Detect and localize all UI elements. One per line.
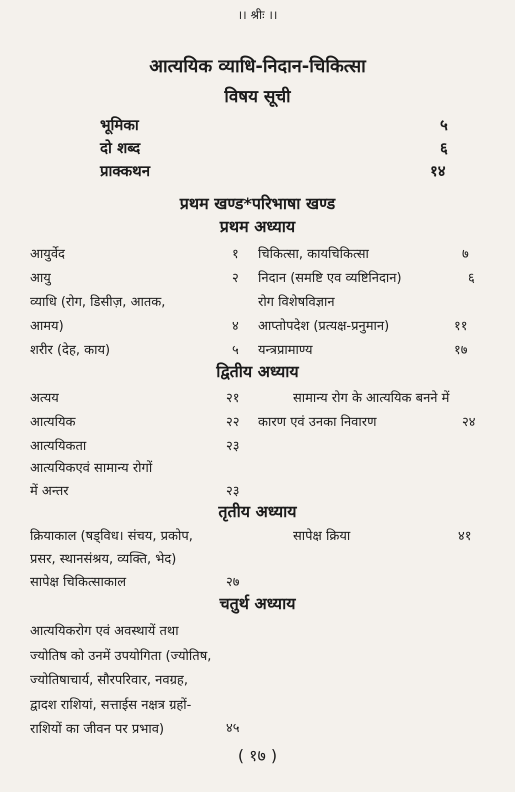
toc-entry: आप्तोपदेश (प्रत्यक्ष-प्रनुमान) [258,319,390,334]
book-title: आत्ययिक व्याधि-निदान-चिकित्सा [149,56,366,77]
toc-page: ४५ [226,721,240,736]
toc-page: २१ [226,391,240,406]
front-item-label: प्राक्कथन [100,162,151,180]
toc-page: ११ [454,319,468,334]
toc-entry: आत्ययिकएवं सामान्य रोगों [30,461,153,476]
front-item-page: ६ [440,139,448,157]
contents-heading: विषय सूची [224,87,291,107]
toc-entry: यन्त्रप्रामाण्य [258,343,313,358]
toc-entry-line: आत्ययिकरोग एवं अवस्थायें तथा [30,624,179,639]
toc-entry: आयु [30,271,51,286]
toc-entry: आत्ययिकता [30,439,87,454]
chapter-heading: चतुर्थ अध्याय [219,594,296,613]
toc-page: ४ [232,319,239,334]
toc-page: ६ [468,271,475,286]
toc-page: २२ [226,415,240,430]
toc-entry: चिकित्सा, कायचिकित्सा [258,247,369,262]
toc-entry-line: द्वादश राशियां, सत्ताईस नक्षत्र ग्रहों- [30,697,192,713]
page-header: ।। श्रीः ।। [237,8,278,22]
toc-entry-line: राशियों का जीवन पर प्रभाव) [30,722,165,737]
toc-entry: व्याधि (रोग, डिसीज़, आतक, [30,295,166,310]
toc-entry: शरीर (देह, काय) [30,343,111,358]
toc-entry: आयुर्वेद [30,247,65,262]
front-item-label: दो शब्द [100,139,141,157]
front-item-page: ५ [440,116,448,134]
toc-page: २४ [462,415,476,430]
toc-entry: कारण एवं उनका निवारण [258,415,377,430]
section-heading: प्रथम खण्ड*परिभाषा खण्ड [179,194,336,213]
toc-entry: आत्ययिक [30,415,76,430]
toc-entry-line: ज्योतिषाचार्य, सौरपरिवार, नवग्रह, [30,673,188,688]
toc-page: १७ [454,343,468,358]
toc-entry: अत्यय [30,391,59,406]
toc-page: २७ [226,575,240,590]
toc-entry: आमय) [30,319,64,334]
toc-page: ५ [232,343,239,358]
toc-entry: सापेक्ष क्रिया [293,529,351,544]
chapter-4-entry [30,620,211,743]
toc-entry: रोग विशेषविज्ञान [258,295,335,310]
toc-page: २ [232,271,239,286]
front-item-label: भूमिका [100,116,139,134]
toc-entry-line: ज्योतिष को उनमें उपयोगिता (ज्योतिष, [30,648,212,664]
toc-page: १ [232,247,239,262]
toc-entry: क्रियाकाल (षड्विध। संचय, प्रकोप, [30,529,193,544]
toc-entry: प्रसर, स्थानसंश्रय, व्यक्ति, भेद) [30,552,177,567]
toc-page: २३ [226,439,240,454]
toc-page: ७ [462,247,469,262]
toc-page: २३ [226,484,240,499]
chapter-heading: द्वितीय अध्याय [216,362,299,381]
toc-entry: में अन्तर [30,484,69,499]
chapter-heading: तृतीय अध्याय [218,502,297,521]
toc-entry: सापेक्ष चिकित्साकाल [30,575,127,590]
toc-page: ४१ [458,529,472,544]
toc-entry: निदान (समष्टि एव व्यष्टिनिदान) [258,271,402,286]
page-number: ( १७ ) [237,746,278,765]
chapter-heading: प्रथम अध्याय [219,217,296,236]
toc-entry: सामान्य रोग के आत्ययिक बनने में [293,391,450,406]
front-item-page: १४ [430,162,446,180]
